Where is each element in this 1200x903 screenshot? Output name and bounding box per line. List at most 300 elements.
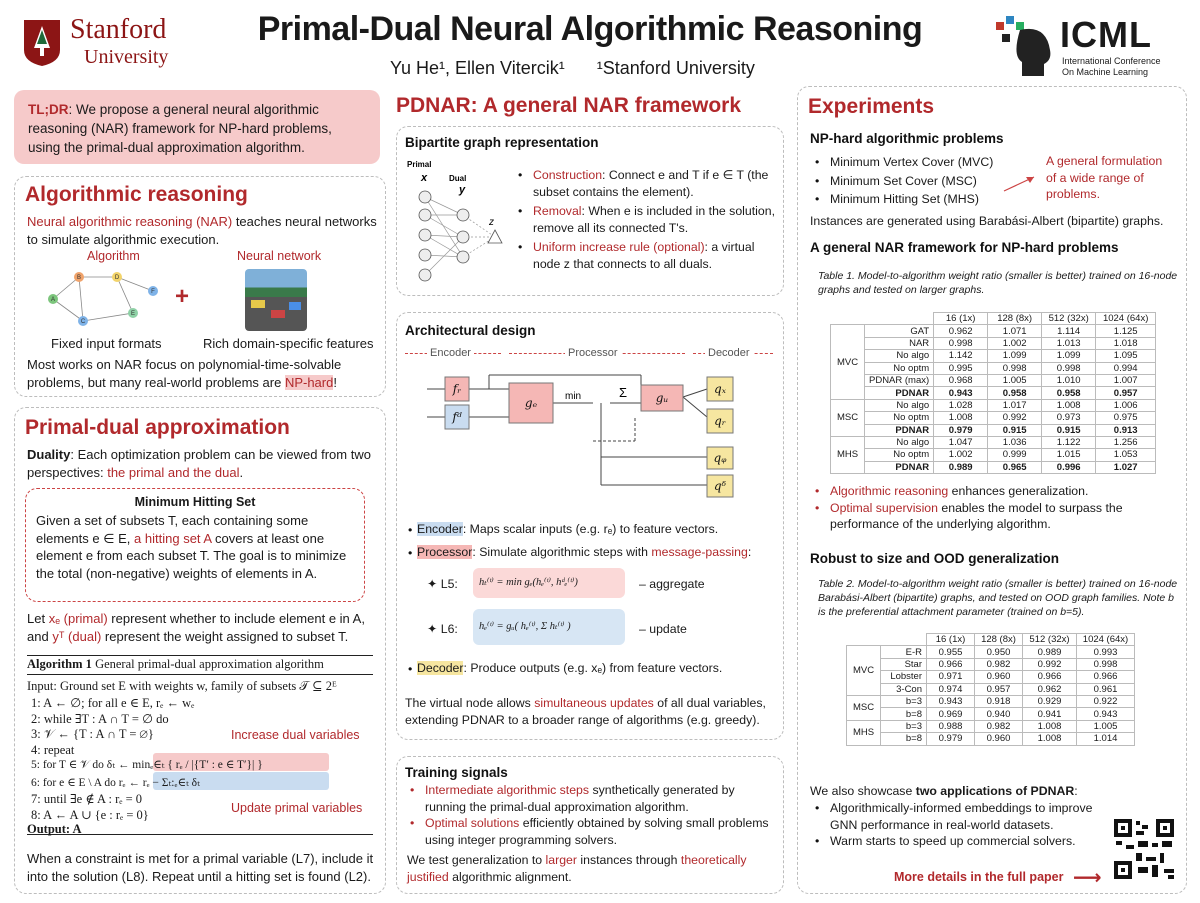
table-value-cell: 0.958 xyxy=(1042,387,1096,399)
findings xyxy=(812,483,1178,533)
table-value-cell: 0.989 xyxy=(934,461,988,473)
icml-line2: On Machine Learning xyxy=(1062,67,1149,77)
fixed-formats: Fixed input formats xyxy=(51,336,162,351)
duality-red: the primal and the dual xyxy=(107,464,240,480)
intermediate-steps-text: synthetically generated by running the primal-dual approximation algorithm. xyxy=(425,783,735,814)
table-value-cell: 0.979 xyxy=(934,424,988,436)
table-header-cell: 128 (8x) xyxy=(988,313,1042,325)
uni-name: Stanford xyxy=(70,14,167,45)
table-value-cell: 1.142 xyxy=(934,350,988,362)
table-value-cell: 0.929 xyxy=(1023,695,1077,707)
experiments-title: Experiments xyxy=(808,95,935,118)
sum-label: Σ xyxy=(619,385,628,400)
training-bullet-1 xyxy=(407,782,773,815)
table-row xyxy=(831,337,1156,349)
decoder-stage: Decoder xyxy=(705,347,753,359)
mhs-title: Minimum Hitting Set xyxy=(134,495,256,509)
tldr-box xyxy=(14,90,380,164)
table-header-row xyxy=(847,634,1135,646)
table-value-cell: 0.996 xyxy=(1042,461,1096,473)
virtual-node-text xyxy=(405,695,777,728)
table-value-cell: 0.915 xyxy=(1042,424,1096,436)
hitting-set-term: a hitting set A xyxy=(134,530,212,546)
table-value-cell: 0.974 xyxy=(927,683,975,695)
table-value-cell: 1.005 xyxy=(988,374,1042,386)
bipartite-title: Bipartite graph representation xyxy=(405,135,599,150)
node-E: E xyxy=(130,311,136,317)
decoder-line xyxy=(405,660,777,677)
table-value-cell: 0.960 xyxy=(975,671,1023,683)
table-model-cell: No algo xyxy=(865,350,934,362)
table-value-cell: 0.961 xyxy=(1077,683,1135,695)
construction-text: : Connect e and T if e ∈ T (the subset contains the element). xyxy=(533,168,769,199)
l6-equation: hₑ⁽ᵗ⁾ = gᵤ( hₑ⁽ᵗ⁾, Σ hₜ⁽ᵗ⁾ ) xyxy=(473,609,625,645)
alg-line-4: 4: repeat xyxy=(31,743,75,757)
table-value-cell: 0.913 xyxy=(1096,424,1156,436)
table-value-cell: 0.960 xyxy=(975,733,1023,745)
architecture-panel xyxy=(396,312,784,740)
nar-summary xyxy=(27,356,377,391)
right-arrow-icon: ⟶ xyxy=(1072,867,1102,889)
dual-label: Dual xyxy=(449,174,467,183)
duality-a: : Each optimization problem can be viewed from two perspectives: xyxy=(27,447,371,480)
table-header-cell: 1024 (64x) xyxy=(1096,313,1156,325)
table-value-cell: 1.256 xyxy=(1096,436,1156,448)
alg-line-8: 8: A ← A ∪ {e : rₑ = 0} xyxy=(31,808,149,822)
table-value-cell: 0.993 xyxy=(1077,646,1135,658)
traffic-image xyxy=(245,269,307,331)
table1 xyxy=(830,312,1156,474)
stanford-tree-icon xyxy=(20,18,64,68)
nn-label: Neural network xyxy=(237,249,322,263)
finding-2-text: enables the model to surpass the performance of the underlying algorithm. xyxy=(830,500,1123,531)
applications-intro xyxy=(810,783,1180,800)
alg-line-6: 6: for e ∈ E \ A do rₑ ← rₑ − Σₜ:ₑ∈ₜ δₜ xyxy=(31,777,200,789)
table-model-cell: No optm xyxy=(865,412,934,424)
affiliation: ¹Stanford University xyxy=(596,58,755,78)
optimal-solutions-text: efficiently obtained by solving small problems using integer programming solvers. xyxy=(425,816,769,847)
table-value-cell: 0.979 xyxy=(927,733,975,745)
duality-label: Duality xyxy=(27,447,71,462)
l5-note: – aggregate xyxy=(639,577,705,591)
apps-b: : xyxy=(1074,784,1078,798)
encoder-label: Encoder xyxy=(417,522,463,536)
table-model-cell: E-R xyxy=(881,646,927,658)
bullet-construction xyxy=(515,167,777,200)
table-model-cell: No optm xyxy=(865,362,934,374)
table-value-cell: 1.006 xyxy=(1096,399,1156,411)
table-value-cell: 0.994 xyxy=(1096,362,1156,374)
table-model-cell: PDNAR (max) xyxy=(865,374,934,386)
gu-box: gᵤ xyxy=(655,391,669,405)
np-hard-title: NP-hard algorithmic problems xyxy=(810,131,1004,146)
table-model-cell: NAR xyxy=(865,337,934,349)
arch-stages xyxy=(405,347,777,361)
pdnar-title: PDNAR: A general NAR framework xyxy=(396,94,742,117)
np-hard-highlight: NP-hard xyxy=(284,374,334,390)
table-value-cell: 0.969 xyxy=(927,708,975,720)
table-value-cell: 1.014 xyxy=(1077,733,1135,745)
table-value-cell: 0.943 xyxy=(934,387,988,399)
node-A: A xyxy=(50,297,56,303)
table-value-cell: 1.125 xyxy=(1096,325,1156,337)
table-value-cell: 0.958 xyxy=(988,387,1042,399)
message-passing-term: message-passing xyxy=(651,545,748,559)
table-header-cell: 16 (1x) xyxy=(934,313,988,325)
algorithm-box xyxy=(27,655,373,835)
table-header-row xyxy=(831,313,1156,325)
processor-text-a: : Simulate algorithmic steps with xyxy=(472,545,652,559)
table-header-cell: 16 (1x) xyxy=(927,634,975,646)
tldr-label: TL;DR xyxy=(28,102,69,117)
table-value-cell: 0.962 xyxy=(1023,683,1077,695)
table-value-cell: 0.915 xyxy=(988,424,1042,436)
framework-title: A general NAR framework for NP-hard problems xyxy=(810,240,1119,255)
table-header-cell xyxy=(831,313,865,325)
table-value-cell: 1.114 xyxy=(1042,325,1096,337)
table-value-cell: 0.998 xyxy=(934,337,988,349)
l5-equation: hₜ⁽ᵗ⁾ = min gₑ(hₑ⁽ᵗ⁾, hᵈₑ⁽ᵗ⁾) xyxy=(473,568,625,598)
intermediate-steps-term: Intermediate algorithmic steps xyxy=(425,783,590,797)
table-model-cell: Lobster xyxy=(881,671,927,683)
plus-sign: + xyxy=(175,283,190,310)
table-value-cell: 0.918 xyxy=(975,695,1023,707)
mhs-text-b: covers at least one element e from each subset T. The goal is to minimize the total (non-negative) weights of elements in A. xyxy=(36,530,347,581)
duality-text xyxy=(27,446,377,481)
table-model-cell: GAT xyxy=(865,325,934,337)
tldr-text: : We propose a general neural algorithmic reasoning (NAR) framework for NP-hard problems, using the primal-dual approximation algorithm. xyxy=(28,102,332,155)
table-value-cell: 1.099 xyxy=(988,350,1042,362)
table-row xyxy=(847,658,1135,670)
table-value-cell: 0.922 xyxy=(1077,695,1135,707)
table-model-cell: b=8 xyxy=(881,733,927,745)
table-value-cell: 0.940 xyxy=(975,708,1023,720)
table-model-cell: No algo xyxy=(865,436,934,448)
table-value-cell: 1.099 xyxy=(1042,350,1096,362)
more-details-text: More details in the full paper xyxy=(894,870,1064,884)
table-model-cell: No optm xyxy=(865,449,934,461)
processor-stage: Processor xyxy=(565,347,621,359)
l6-text: L6: xyxy=(440,622,458,636)
primal-dual-footer: When a constraint is met for a primal variable (L7), include it into the solution (L8). Repeat until a hitting set is found (L2). xyxy=(27,851,374,884)
algo-label: Algorithm xyxy=(87,249,140,263)
generalization-text xyxy=(407,852,773,885)
table-value-cell: 0.992 xyxy=(1023,658,1077,670)
l6-label: ✦ L6: xyxy=(427,622,458,636)
problem-mhs: • Minimum Hitting Set (MHS) xyxy=(812,191,1012,208)
uniform-text: : a virtual node z that connects to all duals. xyxy=(533,240,755,271)
ge-box: gₑ xyxy=(524,396,538,410)
arrow-icon xyxy=(1002,171,1040,193)
table-value-cell: 0.941 xyxy=(1023,708,1077,720)
alg-head: Algorithm 1 xyxy=(27,657,92,671)
training-panel xyxy=(396,756,784,894)
gen-a: We test generalization to xyxy=(407,853,546,867)
icml-line1: International Conference xyxy=(1062,56,1161,66)
table-group-cell: MHS xyxy=(847,720,881,745)
table-value-cell: 0.955 xyxy=(927,646,975,658)
instances-text: Instances are generated using Barabási-Albert (bipartite) graphs. xyxy=(810,214,1164,228)
uni-sub: University xyxy=(84,46,169,68)
node-B: B xyxy=(76,275,82,281)
table-value-cell: 1.010 xyxy=(1042,374,1096,386)
bullet-removal xyxy=(515,203,777,236)
table-value-cell: 0.943 xyxy=(1077,708,1135,720)
table-header-cell xyxy=(865,313,934,325)
encoder-stage: Encoder xyxy=(427,347,474,359)
table-value-cell: 1.018 xyxy=(1096,337,1156,349)
alg-line-7: 7: until ∃e ∉ A : rₑ = 0 xyxy=(31,792,143,806)
table-value-cell: 1.017 xyxy=(988,399,1042,411)
application-2: • Warm starts to speed up commercial solvers. xyxy=(812,833,1102,850)
vars-c: represent the weight assigned to subset T. xyxy=(101,628,349,644)
table-model-cell: PDNAR xyxy=(865,424,934,436)
table-group-cell: MSC xyxy=(847,695,881,720)
table-header-cell: 128 (8x) xyxy=(975,634,1023,646)
table-value-cell: 0.992 xyxy=(988,412,1042,424)
table-header-cell: 512 (32x) xyxy=(1023,634,1077,646)
table-group-cell: MVC xyxy=(831,325,865,399)
uniform-term: Uniform increase rule (optional) xyxy=(533,240,705,254)
alg-reasoning-panel xyxy=(14,176,386,397)
table-row xyxy=(831,424,1156,436)
table-value-cell: 0.950 xyxy=(975,646,1023,658)
optimal-supervision-term: Optimal supervision xyxy=(830,500,938,515)
alg-line-3: 3: 𝒱 ← {T : A ∩ T = ∅} xyxy=(31,727,154,741)
table-row xyxy=(847,733,1135,745)
primal-var: xₑ (primal) xyxy=(48,611,108,626)
apps-bold: two applications of PDNAR xyxy=(915,784,1075,798)
virtual-b: of all dual variables, extending PDNAR to a broader range of algorithms (e.g. greedy). xyxy=(405,696,766,727)
decoder-label: Decoder xyxy=(417,661,464,675)
table-row xyxy=(831,449,1156,461)
qr-code-icon[interactable] xyxy=(1112,817,1176,881)
alg-line-2: 2: while ∃T : A ∩ T = ∅ do xyxy=(31,712,169,726)
table-model-cell: PDNAR xyxy=(865,387,934,399)
table-value-cell: 0.989 xyxy=(1023,646,1077,658)
table-value-cell: 0.998 xyxy=(1042,362,1096,374)
update-primal-note: Update primal variables xyxy=(231,801,363,815)
table-row xyxy=(831,412,1156,424)
table-value-cell: 1.095 xyxy=(1096,350,1156,362)
table-header-cell: 1024 (64x) xyxy=(1077,634,1135,646)
table-model-cell: PDNAR xyxy=(865,461,934,473)
intro-rest: teaches neural networks to simulate algorithmic execution. xyxy=(27,214,377,247)
table-value-cell: 1.036 xyxy=(988,436,1042,448)
nar-term: Neural algorithmic reasoning (NAR) xyxy=(27,214,233,229)
vars-b: represent whether to include element e in A, and xyxy=(27,611,365,644)
table-group-cell: MSC xyxy=(831,399,865,436)
problem-msc: • Minimum Set Cover (MSC) xyxy=(812,173,1012,190)
primal-label: Primal xyxy=(407,160,432,169)
alg-line-output: Output: A xyxy=(27,822,82,836)
problem-mvc: • Minimum Vertex Cover (MVC) xyxy=(812,154,1012,171)
training-bullets xyxy=(407,782,773,848)
table-group-cell: MHS xyxy=(831,436,865,473)
table-model-cell: b=3 xyxy=(881,720,927,732)
problem-list xyxy=(812,154,1012,208)
general-note: A general formulation of a wide range of problems. xyxy=(1046,154,1163,201)
table-value-cell: 0.973 xyxy=(1042,412,1096,424)
table-row xyxy=(831,387,1156,399)
alg-reasoning-intro xyxy=(27,213,377,248)
fd-box: fᵈ xyxy=(452,410,462,424)
qz-box: qᵩ xyxy=(713,451,727,465)
table-row xyxy=(831,399,1156,411)
decoder-text: : Produce outputs (e.g. xₑ) from feature vectors. xyxy=(463,661,723,675)
table-header-cell xyxy=(881,634,927,646)
table-model-cell: b=3 xyxy=(881,695,927,707)
authors: Yu He¹, Ellen Vitercik¹ xyxy=(390,58,565,78)
table-value-cell: 1.007 xyxy=(1096,374,1156,386)
table-value-cell: 1.053 xyxy=(1096,449,1156,461)
table-value-cell: 0.957 xyxy=(1096,387,1156,399)
icml-logo xyxy=(990,12,1190,82)
table-value-cell: 0.982 xyxy=(975,720,1023,732)
qd-box: qᵟ xyxy=(713,479,727,493)
more-details-link[interactable] xyxy=(894,865,1102,890)
table-value-cell: 0.966 xyxy=(927,658,975,670)
summary-b: ! xyxy=(333,374,337,390)
table-row xyxy=(847,646,1135,658)
table-value-cell: 1.008 xyxy=(934,412,988,424)
bullet-uniform xyxy=(515,239,777,272)
construction-term: Construction xyxy=(533,168,603,182)
min-label: min xyxy=(565,391,582,402)
experiments-panel xyxy=(797,86,1187,894)
table-row xyxy=(831,325,1156,337)
duality-b: . xyxy=(239,464,244,480)
table-value-cell: 1.005 xyxy=(1077,720,1135,732)
table-row xyxy=(847,720,1135,732)
table-value-cell: 1.002 xyxy=(988,337,1042,349)
alg-line-5: 5: for T ∈ 𝒱 do δₜ ← minₑ∈ₜ { rₑ / |{T′ : e ∈ T′}| } xyxy=(31,759,263,771)
table-row xyxy=(831,436,1156,448)
table-model-cell: 3-Con xyxy=(881,683,927,695)
table-value-cell: 1.027 xyxy=(1096,461,1156,473)
stanford-logo xyxy=(20,14,190,76)
apps-a: We also showcase xyxy=(810,784,916,798)
encoder-line xyxy=(405,521,777,538)
table-row xyxy=(831,362,1156,374)
gen-c: algorithmic alignment. xyxy=(448,869,572,884)
alg-name: General primal-dual approximation algorithm xyxy=(95,657,324,671)
table-value-cell: 0.999 xyxy=(988,449,1042,461)
optimal-solutions-term: Optimal solutions xyxy=(425,816,520,830)
table2-caption: Table 2. Model-to-algorithm weight ratio (smaller is better) trained on 16-node Barabási-Albert (bipartite) graphs, and tested on OOD graph families. Note b is the preferential attachment parameter (trained on b=5). xyxy=(818,578,1178,618)
table1-caption: Table 1. Model-to-algorithm weight ratio (smaller is better) trained on 16-node graphs and tested on larger graphs. xyxy=(818,270,1178,296)
table-row xyxy=(831,350,1156,362)
z-label: z xyxy=(489,217,494,228)
table-value-cell: 1.008 xyxy=(1042,399,1096,411)
table-value-cell: 1.028 xyxy=(934,399,988,411)
justified-term: theoretically justified xyxy=(407,853,747,884)
table-row xyxy=(831,461,1156,473)
alg-reasoning-title: Algorithmic reasoning xyxy=(25,183,248,206)
table-value-cell: 0.998 xyxy=(1077,658,1135,670)
table-header-cell xyxy=(847,634,881,646)
applications-list xyxy=(812,800,1102,850)
table-value-cell: 0.966 xyxy=(1023,671,1077,683)
node-C: C xyxy=(80,319,86,325)
dual-var: yᵀ (dual) xyxy=(52,628,102,644)
alg-line-1: 1: A ← ∅; for all e ∈ E, rₑ ← wₑ xyxy=(31,696,195,710)
vars-a: Let xyxy=(27,611,49,626)
table-value-cell: 0.957 xyxy=(975,683,1023,695)
primal-dual-panel xyxy=(14,407,386,894)
l5-text: L5: xyxy=(440,577,458,591)
variables-text xyxy=(27,610,377,645)
finding-1-text: enhances generalization. xyxy=(948,484,1089,498)
table-model-cell: b=8 xyxy=(881,708,927,720)
table-value-cell: 1.071 xyxy=(988,325,1042,337)
table-row xyxy=(847,671,1135,683)
l5-label: ✦ L5: xyxy=(427,577,458,591)
processor-text-b: : xyxy=(747,545,752,559)
table-row xyxy=(831,374,1156,386)
node-D: D xyxy=(114,275,120,281)
qr-box: qᵣ xyxy=(714,414,726,428)
processor-line xyxy=(405,544,777,561)
simultaneous-updates-term: simultaneous updates xyxy=(534,696,654,710)
table-value-cell: 1.047 xyxy=(934,436,988,448)
table-value-cell: 0.982 xyxy=(975,658,1023,670)
table-model-cell: Star xyxy=(881,658,927,670)
removal-text: : When e is included in the solution, remove all its connected T's. xyxy=(533,204,775,235)
table-row xyxy=(847,708,1135,720)
poster-authors xyxy=(390,58,755,79)
bipartite-graph xyxy=(405,157,505,287)
alg-line-input: Input: Ground set E with weights w, family of subsets 𝒯 ⊆ 2ᴱ xyxy=(27,679,337,693)
l6-note: – update xyxy=(639,622,687,636)
robust-title: Robust to size and OOD generalization xyxy=(810,551,1060,566)
arch-diagram xyxy=(405,365,777,505)
table-value-cell: 0.971 xyxy=(927,671,975,683)
finding-1 xyxy=(812,483,1178,500)
table-value-cell: 0.968 xyxy=(934,374,988,386)
table-value-cell: 0.943 xyxy=(927,695,975,707)
primal-dual-title: Primal-dual approximation xyxy=(25,416,290,439)
table-value-cell: 0.962 xyxy=(934,325,988,337)
algorithm-header xyxy=(27,657,373,675)
alg-reasoning-term: Algorithmic reasoning xyxy=(830,484,949,498)
rich-features: Rich domain-specific features xyxy=(203,336,374,351)
table-model-cell: No algo xyxy=(865,399,934,411)
arch-title: Architectural design xyxy=(405,323,536,338)
table-value-cell: 1.002 xyxy=(934,449,988,461)
algorithm-graph xyxy=(45,267,165,329)
table-value-cell: 1.122 xyxy=(1042,436,1096,448)
bipartite-panel xyxy=(396,126,784,296)
table-value-cell: 0.998 xyxy=(988,362,1042,374)
table-group-cell: MVC xyxy=(847,646,881,696)
table-value-cell: 0.995 xyxy=(934,362,988,374)
table-value-cell: 1.008 xyxy=(1023,720,1077,732)
table2 xyxy=(846,633,1135,746)
table-row xyxy=(847,683,1135,695)
table-row xyxy=(847,695,1135,707)
icml-name: ICML xyxy=(1060,14,1152,55)
bipartite-bullets xyxy=(515,167,777,272)
training-title: Training signals xyxy=(405,765,508,780)
table-value-cell: 0.988 xyxy=(927,720,975,732)
table-value-cell: 0.966 xyxy=(1077,671,1135,683)
larger-term: larger xyxy=(545,853,577,867)
table-value-cell: 1.008 xyxy=(1023,733,1077,745)
qx-box: qₓ xyxy=(714,382,726,396)
mhs-text-a: Given a set of subsets T, each containing some elements e ∈ E, xyxy=(36,513,309,546)
node-F: F xyxy=(151,289,155,295)
